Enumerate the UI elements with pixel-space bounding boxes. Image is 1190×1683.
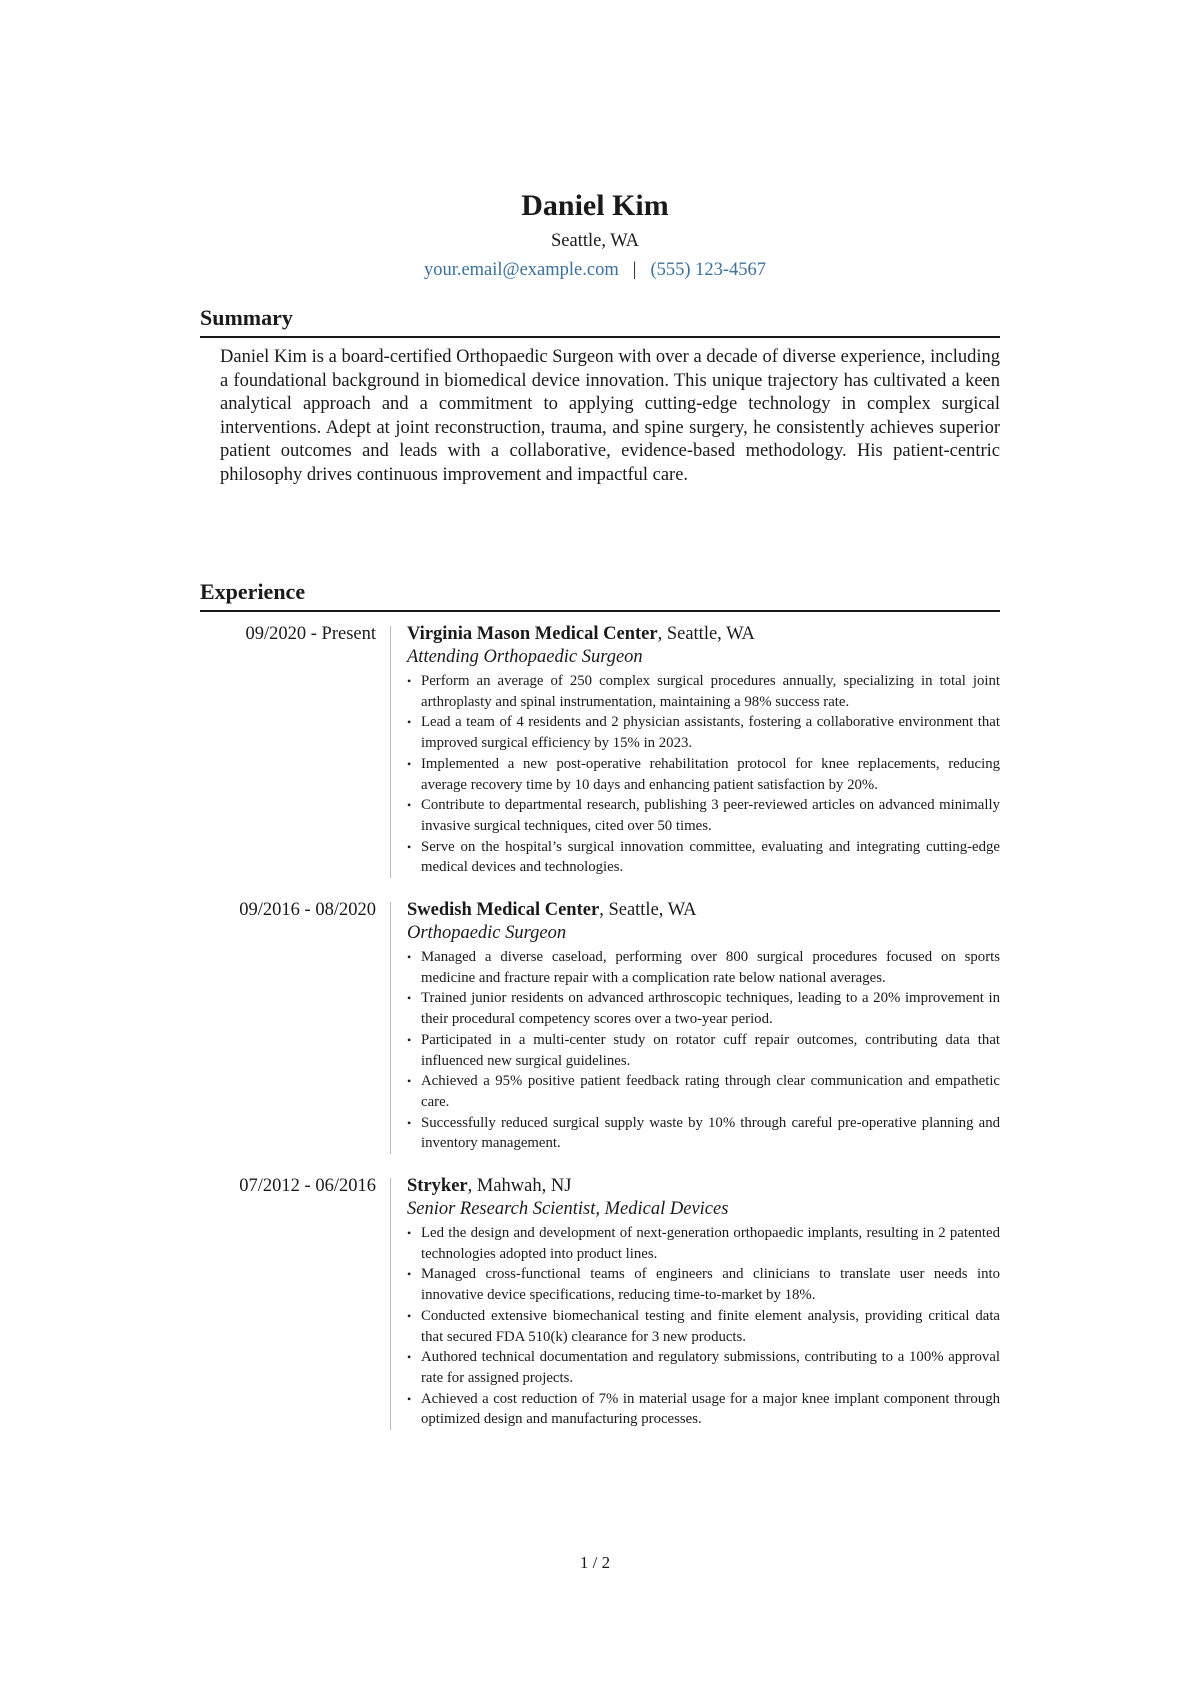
candidate-location: Seattle, WA — [550, 231, 640, 251]
company-name: Swedish Medical Center — [407, 900, 600, 921]
job-title: Orthopaedic Surgeon — [407, 923, 567, 944]
job-title: Attending Orthopaedic Surgeon — [407, 647, 643, 667]
job-bullets — [407, 947, 1000, 1154]
bullet-item: • Led the design and development of next-generation orthopaedic implants, resulting in 2 patented technologies adopted into product lines. — [407, 1223, 1000, 1264]
bullet-item: • Managed a diverse caseload, performing over 800 surgical procedures focused on sports medicine and fracture repair with a complication rate below national averages. — [407, 947, 1000, 988]
bullet-item: • Participated in a multi-center study on rotator cuff repair outcomes, contributing data that influenced new surgical guidelines. — [407, 1030, 1000, 1071]
bullet-item: • Serve on the hospital’s surgical innovation committee, evaluating and integrating cutting-edge medical devices and technologies. — [407, 837, 1000, 878]
bullet-item: • Authored technical documentation and regulatory submissions, contributing to a 100% approval rate for assigned projects. — [407, 1347, 1000, 1388]
bullet-item: • Trained junior residents on advanced arthroscopic techniques, leading to a 20% improvement in their procedural competency scores over a two-year period. — [407, 988, 1000, 1029]
bullet-item: • Implemented a new post-operative rehabilitation protocol for knee replacements, reducing average recovery time by 10 days and enhancing patient satisfaction by 20%. — [407, 754, 1000, 795]
candidate-name: Daniel Kim — [521, 189, 669, 222]
company-name: Stryker — [407, 1176, 468, 1197]
bullet-item: • Managed cross-functional teams of engineers and clinicians to translate user needs into innovative device specifications, reducing time-to-market by 18%. — [407, 1264, 1000, 1305]
bullet-item: • Contribute to departmental research, publishing 3 peer-reviewed articles on advanced minimally invasive surgical techniques, cited over 50 times. — [407, 795, 1000, 836]
job-dates: 07/2012 - 06/2016 — [239, 1176, 376, 1197]
job-details — [407, 622, 1000, 878]
bullet-item: • Successfully reduced surgical supply waste by 10% through careful pre-operative planning and inventory management. — [407, 1113, 1000, 1154]
company-location: , Seattle, WA — [599, 900, 697, 921]
job-entry — [200, 898, 1000, 1154]
page-number: 1 / 2 — [579, 1553, 611, 1572]
experience-section — [200, 578, 1000, 1430]
bullet-item: • Lead a team of 4 residents and 2 physician assistants, fostering a collaborative environment that improved surgical efficiency by 15% in 2023. — [407, 712, 1000, 753]
bullet-item: • Perform an average of 250 complex surgical procedures annually, specializing in total joint arthroplasty and spinal instrumentation, maintaining a 98% success rate. — [407, 671, 1000, 712]
job-dates: 09/2020 - Present — [245, 624, 376, 644]
timeline-divider — [390, 626, 391, 878]
bullet-item: • Conducted extensive biomechanical testing and finite element analysis, providing critical data that secured FDA 510(k) clearance for 3 new products. — [407, 1306, 1000, 1347]
summary-heading: Summary — [200, 304, 1000, 338]
contact-separator: | — [632, 260, 637, 280]
timeline-divider — [390, 902, 391, 1154]
job-details — [407, 1174, 1000, 1430]
summary-text: Daniel Kim is a board-certified Orthopaedic Surgeon with over a decade of diverse experience, including a foundational background in biomedical device innovation. This unique trajectory has cultivated a keen analytical approach and a commitment to applying cutting-edge technology in complex surgical interventions. Adept at joint reconstruction, trauma, and spine surgery, he consistently achieves superior patient outcomes and leads with a collaborative, evidence-based methodology. His patient-centric philosophy drives continuous improvement and impactful care. — [220, 347, 1000, 485]
phone-link[interactable]: (555) 123-4567 — [650, 260, 767, 280]
job-bullets — [407, 671, 1000, 878]
experience-heading: Experience — [200, 578, 1000, 612]
job-title: Senior Research Scientist, Medical Devices — [407, 1199, 729, 1220]
bullet-item: • Achieved a cost reduction of 7% in material usage for a major knee implant component through optimized design and manufacturing processes. — [407, 1389, 1000, 1430]
bullet-item: • Achieved a 95% positive patient feedback rating through clear communication and empathetic care. — [407, 1071, 1000, 1112]
summary-section — [200, 304, 1000, 487]
company-location: , Seattle, WA — [657, 624, 755, 644]
job-details — [407, 898, 1000, 1154]
resume-header — [0, 188, 1190, 282]
job-dates: 09/2016 - 08/2020 — [239, 900, 376, 921]
job-bullets — [407, 1223, 1000, 1430]
job-employer — [407, 622, 1000, 646]
job-entry — [200, 1174, 1000, 1430]
email-link[interactable]: your.email@example.com — [423, 260, 619, 280]
job-employer — [407, 898, 1000, 922]
job-employer — [407, 1174, 1000, 1198]
company-name: Virginia Mason Medical Center — [407, 624, 658, 644]
contact-line — [0, 258, 1190, 282]
job-entry — [200, 622, 1000, 878]
company-location: , Mahwah, NJ — [467, 1176, 572, 1197]
timeline-divider — [390, 1178, 391, 1430]
